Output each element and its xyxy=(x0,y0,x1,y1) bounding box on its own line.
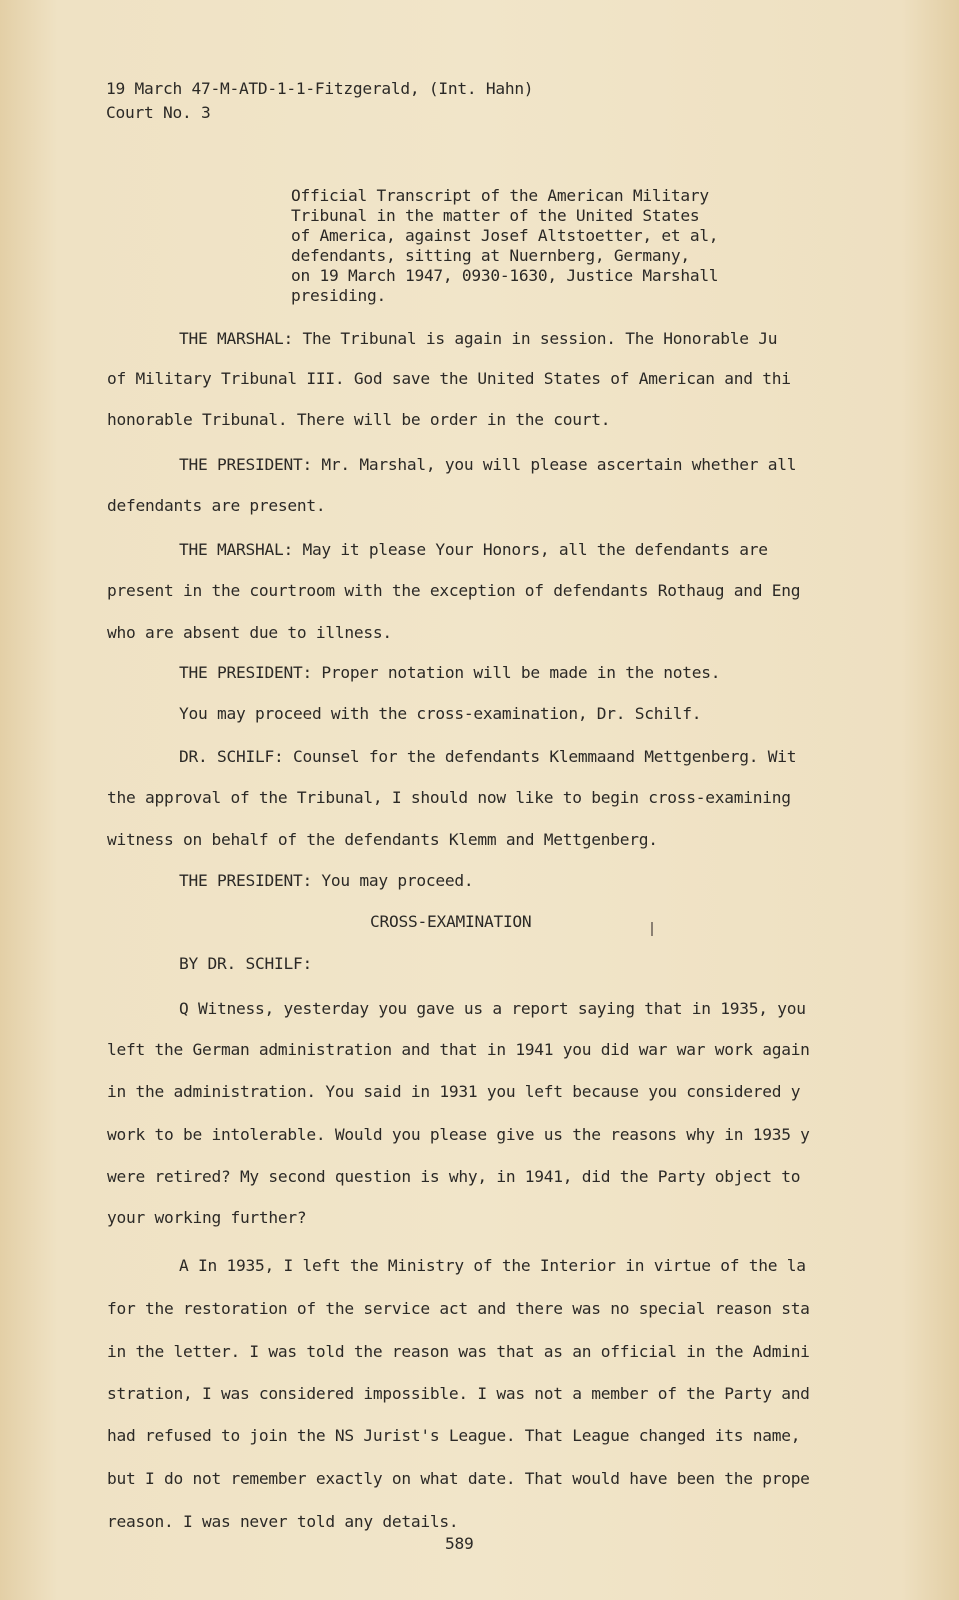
caption-line: on 19 March 1947, 0930-1630, Justice Marshall xyxy=(291,266,719,285)
body-line: honorable Tribunal. There will be order in the court. xyxy=(107,410,611,429)
header-reference-line: 19 March 47-M-ATD-1-1-Fitzgerald, (Int. Hahn) xyxy=(106,79,534,98)
body-line: were retired? My second question is why, in 1941, did the Party object to xyxy=(107,1167,801,1186)
body-line: stration, I was considered impossible. I was not a member of the Party and xyxy=(107,1384,810,1403)
body-line: the approval of the Tribunal, I should now like to begin cross-examining xyxy=(107,788,791,807)
body-line: A In 1935, I left the Ministry of the Interior in virtue of the la xyxy=(179,1256,806,1275)
body-line: work to be intolerable. Would you please give us the reasons why in 1935 y xyxy=(107,1125,810,1144)
caption-line: Tribunal in the matter of the United States xyxy=(291,206,700,225)
caption-line: defendants, sitting at Nuernberg, Germany, xyxy=(291,246,690,265)
body-line: who are absent due to illness. xyxy=(107,623,392,642)
body-line: but I do not remember exactly on what date. That would have been the prope xyxy=(107,1469,810,1488)
caption-line: Official Transcript of the American Military xyxy=(291,186,709,205)
section-heading: CROSS-EXAMINATION xyxy=(370,912,532,931)
body-line: had refused to join the NS Jurist's League. That League changed its name, xyxy=(107,1426,801,1445)
caption-line: of America, against Josef Altstoetter, et al, xyxy=(291,226,719,245)
body-line: THE PRESIDENT: Proper notation will be made in the notes. xyxy=(179,663,721,682)
body-line: THE PRESIDENT: You may proceed. xyxy=(179,871,474,890)
body-line: in the letter. I was told the reason was that as an official in the Admini xyxy=(107,1342,810,1361)
body-line: BY DR. SCHILF: xyxy=(179,954,312,973)
body-line: reason. I was never told any details. xyxy=(107,1512,459,1531)
body-line: THE MARSHAL: The Tribunal is again in session. The Honorable Ju xyxy=(179,329,778,348)
page-number: 589 xyxy=(445,1534,474,1553)
body-line: defendants are present. xyxy=(107,496,326,515)
body-line: You may proceed with the cross-examination, Dr. Schilf. xyxy=(179,704,702,723)
body-line: present in the courtroom with the exception of defendants Rothaug and Eng xyxy=(107,581,801,600)
margin-mark xyxy=(651,922,653,936)
body-line: for the restoration of the service act and there was no special reason sta xyxy=(107,1299,810,1318)
body-line: Q Witness, yesterday you gave us a report saying that in 1935, you xyxy=(179,999,806,1018)
body-line: witness on behalf of the defendants Klemm and Mettgenberg. xyxy=(107,830,658,849)
body-line: in the administration. You said in 1931 you left because you considered y xyxy=(107,1082,801,1101)
body-line: DR. SCHILF: Counsel for the defendants Klemmaand Mettgenberg. Wit xyxy=(179,747,797,766)
body-line: THE MARSHAL: May it please Your Honors, all the defendants are xyxy=(179,540,768,559)
body-line: your working further? xyxy=(107,1208,307,1227)
body-line: THE PRESIDENT: Mr. Marshal, you will please ascertain whether all xyxy=(179,455,797,474)
caption-line: presiding. xyxy=(291,286,386,305)
court-number-line: Court No. 3 xyxy=(106,103,211,122)
body-line: of Military Tribunal III. God save the United States of American and thi xyxy=(107,369,791,388)
body-line: left the German administration and that in 1941 you did war war work again xyxy=(107,1040,810,1059)
